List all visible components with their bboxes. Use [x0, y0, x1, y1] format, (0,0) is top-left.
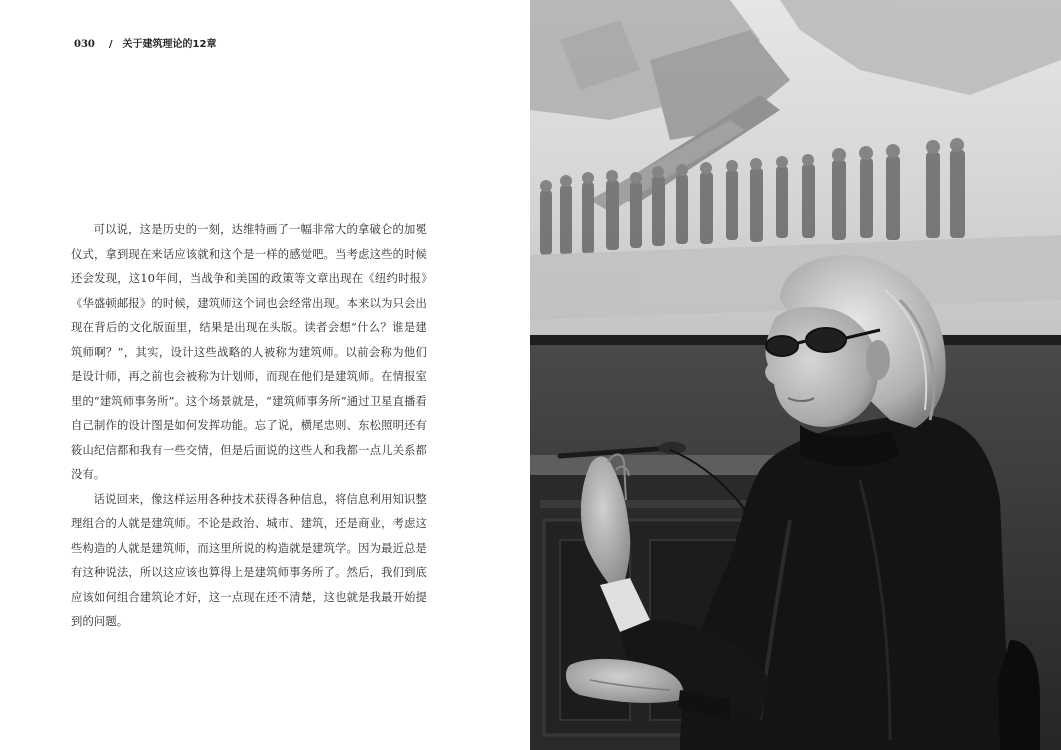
speaker-photo-illustration [530, 0, 1061, 750]
paragraph-1: 可以说，这是历史的一刻，达维特画了一幅非常大的拿破仑的加冕仪式，拿到现在来话应该就和这个是一样的感觉吧。当考虑这些的时候还会发现，这10年间，当战争和美国的政策等文章出现在《纽约时报》《华盛顿邮报》的时候，建筑师这个词也会经常出现。本来以为只会出现在背后的文化版面里，结果是出现在头版。读者会想“什么？谁是建筑师啊？”，其实，设计这些战略的人被称为建筑师。以前会称为他们是设计师，再之前也会被称为计划师，而现在他们是建筑师。在情报室里的“建筑师事务所”。这个场景就是，“建筑师事务所”通过卫星直播看自己制作的设计图是如何发挥功能。忘了说，横尾忠则、东松照明还有筱山纪信都和我有一些交情，但是后面说的这些人和我都一点儿关系都没有。 [71, 223, 427, 481]
book-title: 关于建筑理论的12章 [122, 39, 217, 50]
paragraph-2: 话说回来，像这样运用各种技术获得各种信息，将信息利用知识整理组合的人就是建筑师。不论是政治、城市、建筑，还是商业，考虑这些构造的人就是建筑师，而这里所说的构造就是建筑学。因为最近总是有这种说法，所以这应该也算得上是建筑师事务所了。然后，我们到底应该如何组合建筑论才好，这一点现在还不清楚，这也就是我最开始提到的问题。 [71, 492, 427, 628]
header-separator: / [108, 39, 113, 50]
body-text [71, 218, 427, 635]
speaker-photo [530, 0, 1061, 750]
running-header [74, 38, 216, 52]
left-page [0, 0, 530, 750]
page-number: 030 [74, 39, 95, 50]
